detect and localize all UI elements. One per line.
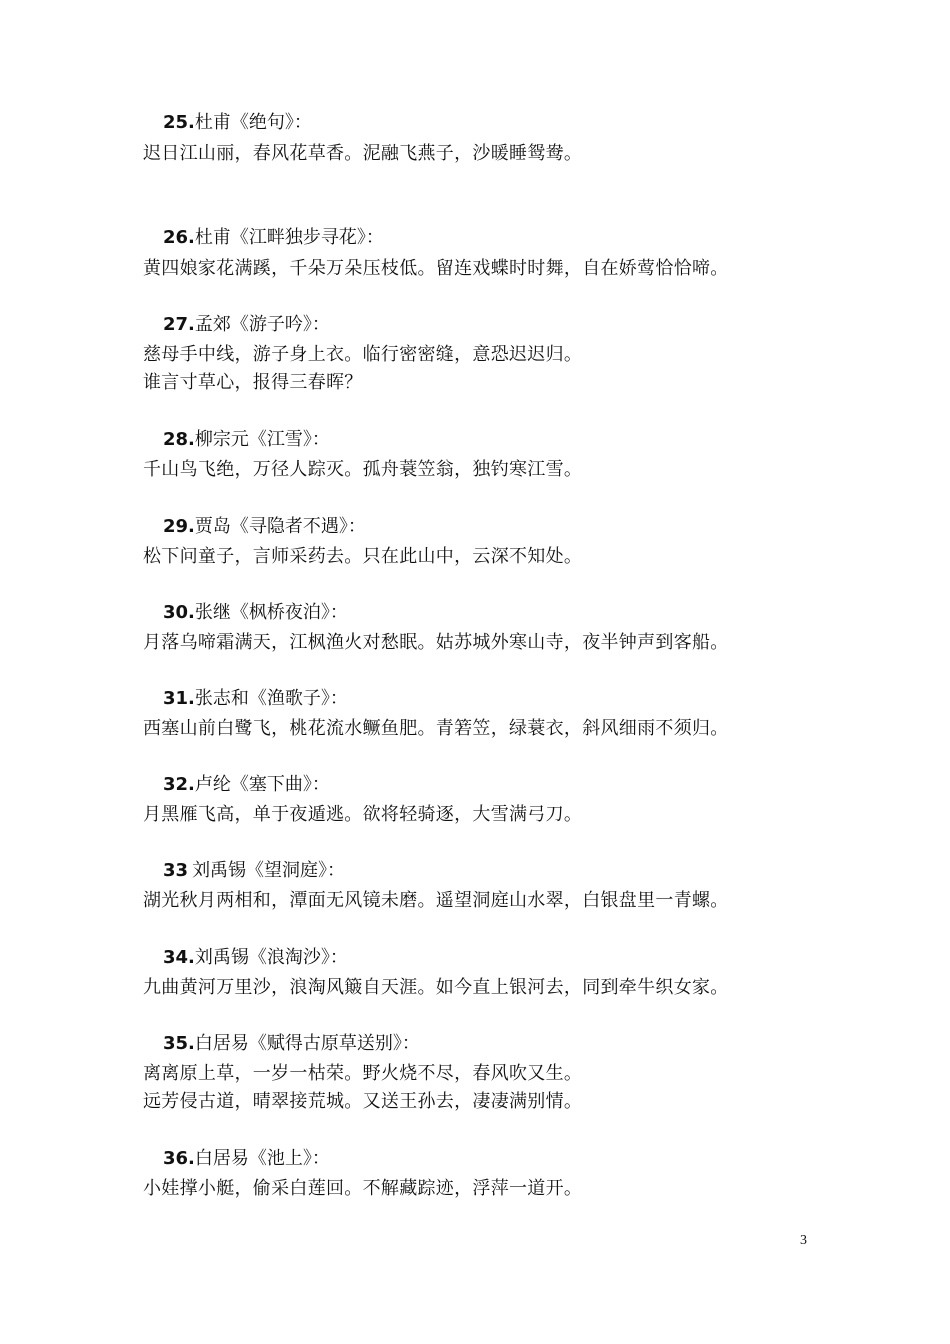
poem-title: 张志和《渔歌子》： — [194, 688, 348, 709]
poem-heading — [163, 946, 348, 970]
poem-title: 杜甫《江畔独步寻花》： — [194, 227, 384, 248]
poem-title: 白居易《赋得古原草送别》： — [194, 1033, 420, 1054]
poem-title: 贾岛《寻隐者不遇》： — [194, 516, 366, 537]
poem-number: 29. — [163, 516, 195, 537]
poem-title: 柳宗元《江雪》： — [194, 429, 330, 450]
poem-line: 远芳侵古道，晴翠接荒城。又送王孙去，凄凄满别情。 — [143, 1091, 583, 1112]
poem-title: 白居易《池上》： — [194, 1148, 330, 1169]
poem-heading — [163, 601, 348, 625]
poem-number: 34. — [163, 947, 195, 968]
poem-number: 31. — [163, 688, 195, 709]
poem-line: 小娃撑小艇，偷采白莲回。不解藏踪迹，浮萍一道开。 — [143, 1178, 583, 1199]
poem-title: 刘禹锡《浪淘沙》： — [194, 947, 348, 968]
poem-line: 慈母手中线，游子身上衣。临行密密缝，意恐迟迟归。 — [143, 344, 583, 365]
poem-number: 30. — [163, 602, 195, 623]
poem-title: 卢纶《塞下曲》： — [194, 774, 330, 795]
poem-title: 杜甫《绝句》： — [194, 112, 312, 133]
poem-line: 月落乌啼霜满天，江枫渔火对愁眠。姑苏城外寒山寺，夜半钟声到客船。 — [143, 632, 729, 653]
poem-heading — [163, 111, 312, 135]
poem-title: 张继《枫桥夜泊》： — [194, 602, 348, 623]
poem-number: 33 — [163, 860, 189, 881]
poem-line: 月黑雁飞高，单于夜遁逃。欲将轻骑逐，大雪满弓刀。 — [143, 804, 583, 825]
poem-line: 谁言寸草心，报得三春晖？ — [143, 372, 363, 393]
poem-title: 刘禹锡《望洞庭》： — [192, 860, 346, 881]
poem-number: 32. — [163, 774, 195, 795]
poem-number: 26. — [163, 227, 195, 248]
poem-heading — [163, 313, 330, 337]
poem-heading — [163, 226, 384, 250]
poem-heading — [163, 773, 330, 797]
poem-title: 孟郊《游子吟》： — [194, 314, 330, 335]
poem-line: 松下问童子，言师采药去。只在此山中，云深不知处。 — [143, 546, 583, 567]
poem-line: 九曲黄河万里沙，浪淘风簸自天涯。如今直上银河去，同到牵牛织女家。 — [143, 977, 729, 998]
poem-number: 27. — [163, 314, 195, 335]
poem-heading — [163, 428, 330, 452]
poem-line: 千山鸟飞绝，万径人踪灭。孤舟蓑笠翁，独钓寒江雪。 — [143, 459, 583, 480]
poem-heading — [163, 1147, 330, 1171]
poem-number: 36. — [163, 1148, 195, 1169]
poem-heading — [163, 515, 366, 539]
poem-number: 25. — [163, 112, 195, 133]
poem-number: 35. — [163, 1033, 195, 1054]
poem-line: 迟日江山丽，春风花草香。泥融飞燕子，沙暖睡鸳鸯。 — [143, 143, 583, 164]
page-number: 3 — [800, 1233, 807, 1248]
poem-line: 西塞山前白鹭飞，桃花流水鳜鱼肥。青箬笠，绿蓑衣，斜风细雨不须归。 — [143, 718, 729, 739]
poem-heading — [163, 687, 348, 711]
poem-line: 离离原上草，一岁一枯荣。野火烧不尽，春风吹又生。 — [143, 1063, 583, 1084]
poem-heading — [163, 859, 345, 883]
poem-heading — [163, 1032, 420, 1056]
poem-line: 黄四娘家花满蹊，千朵万朵压枝低。留连戏蝶时时舞，自在娇莺恰恰啼。 — [143, 258, 729, 279]
poem-number: 28. — [163, 429, 195, 450]
poem-line: 湖光秋月两相和，潭面无风镜未磨。遥望洞庭山水翠，白银盘里一青螺。 — [143, 890, 729, 911]
